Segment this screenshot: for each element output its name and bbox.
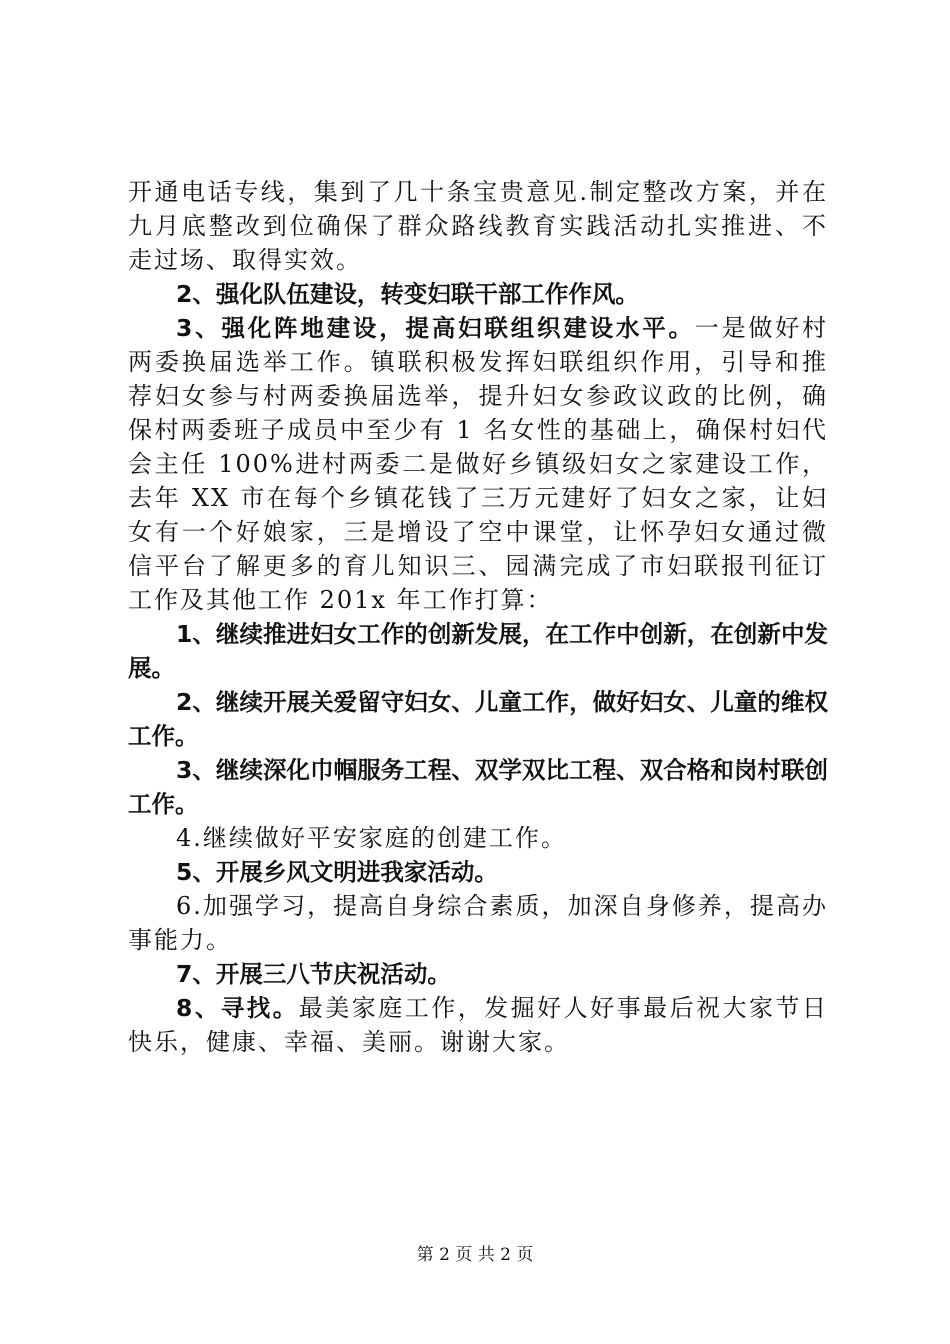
plan-item-5: 5、开展乡风文明进我家活动。: [176, 858, 498, 886]
paragraph-heading: 3、强化阵地建设，提高妇联组织建设水平。: [176, 314, 695, 342]
plan-item-1: 1、继续推进妇女工作的创新发展，在工作中创新，在创新中发展。: [128, 620, 828, 682]
plan-item-6: 6.加强学习，提高自身综合素质，加深自身修养，提高办事能力。: [128, 892, 828, 954]
paragraph-body: 最美家庭工作，发掘好人好事最后祝大家节日快乐，健康、幸福、美丽。谢谢大家。: [128, 994, 828, 1056]
paragraph-position-building: [128, 311, 828, 617]
paragraph-heading: 8、寻找。: [176, 994, 299, 1022]
page-number-footer: 第 2 页 共 2 页: [416, 1245, 534, 1265]
plan-item-3: 3、继续深化巾帼服务工程、双学双比工程、双合格和岗村联创工作。: [128, 756, 828, 818]
plan-item-2: 2、继续开展关爱留守妇女、儿童工作，做好妇女、儿童的维权工作。: [128, 688, 828, 750]
plan-item-8: [128, 991, 828, 1059]
paragraph-team-building: 2、强化队伍建设，转变妇联干部工作作风。: [176, 280, 639, 308]
plan-item-7: 7、开展三八节庆祝活动。: [176, 960, 451, 988]
plan-item-4: 4.继续做好平安家庭的创建工作。: [176, 824, 567, 852]
document-body: [128, 175, 828, 1059]
paragraph-body: 一是做好村两委换届选举工作。镇联积极发挥妇联组织作用，引导和推荐妇女参与村两委换届选举，提升妇女参政议政的比例，确保村两委班子成员中至少有 1 名女性的基础上，确保村妇代会主任 100%进村两委二是做好乡镇级妇女之家建设工作，去年 XX 市在每个乡镇花钱了三万元建好了妇女之家，让妇女有一个好娘家，三是增设了空中课堂，让怀孕妇女通过微信平台了解更多的育儿知识三、园满完成了市妇联报刊征订工作及其他工作 201x 年工作打算：: [128, 314, 829, 614]
paragraph-intro: 开通电话专线，集到了几十条宝贵意见.制定整改方案，并在九月底整改到位确保了群众路线教育实践活动扎实推进、不走过场、取得实效。: [128, 178, 828, 274]
